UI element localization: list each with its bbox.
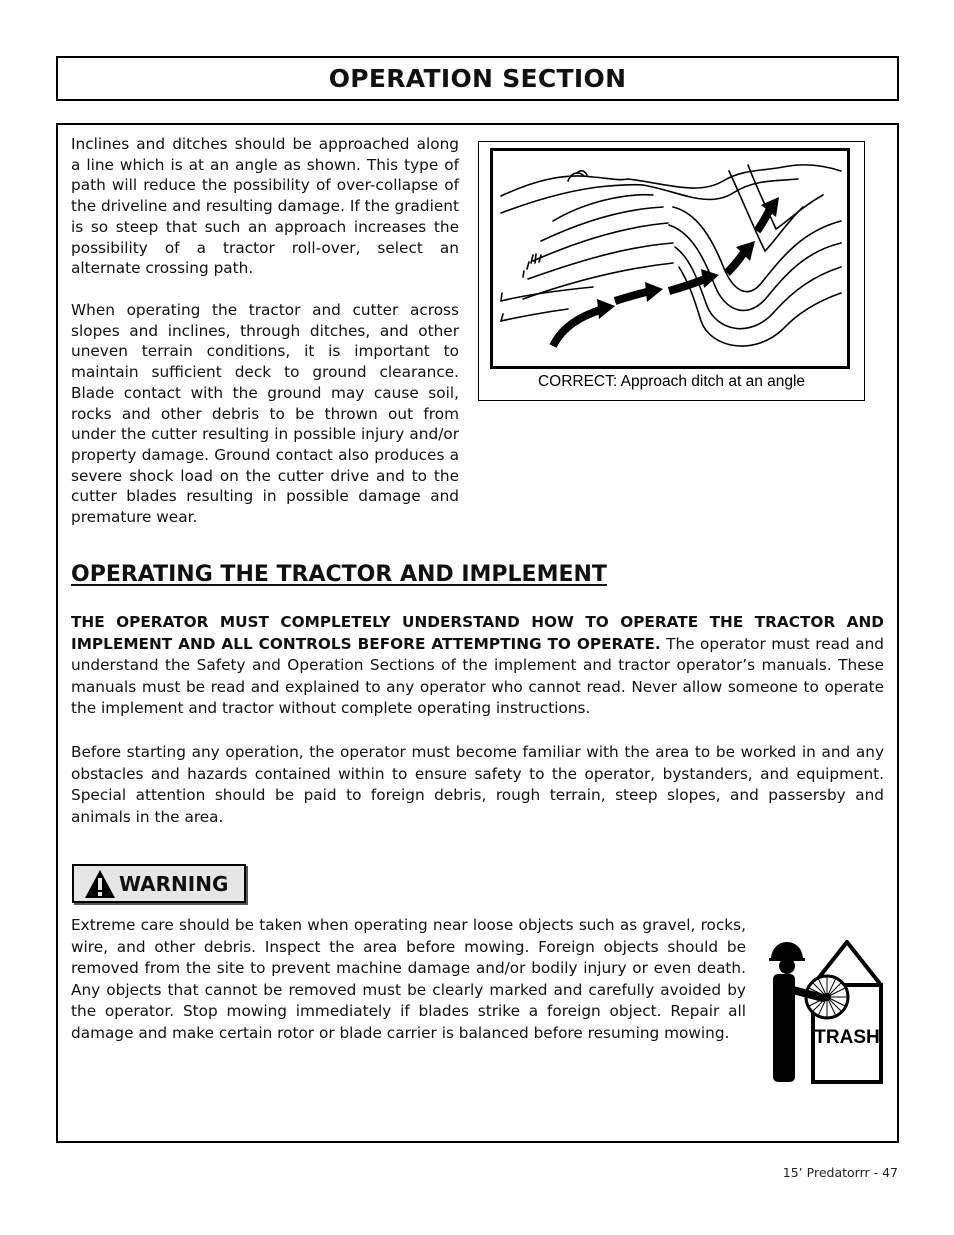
operating-text: The operator must read and understand the Safety and Operation Sections of the implement and tractor operator’s manuals. These manuals must be read and explained to any operator who cannot read. Never allow someone to operate the implement and tractor without complete operating instructions. <box>71 634 884 717</box>
caution-triangle-icon <box>84 869 116 899</box>
page-footer: 15’ Predatorrr - 47 <box>782 1165 898 1180</box>
ditch-illustration <box>490 148 850 369</box>
operating-bold-lead: THE OPERATOR MUST COMPLETELY UNDERSTAND HOW TO OPERATE THE TRACTOR AND IMPLEMENT AND ALL CONTROLS BEFORE ATTEMPTING TO OPERATE. <box>71 613 884 653</box>
warning-label: WARNING <box>119 871 229 896</box>
ditch-approach-figure <box>478 141 865 401</box>
page-title: OPERATION SECTION <box>328 64 627 93</box>
warning-badge <box>72 864 246 903</box>
trash-label: TRASH <box>814 1027 880 1048</box>
operating-paragraph-2: Before starting any operation, the operator must become familiar with the area to be worked in and any obstacles and hazards contained within to ensure safety to the operator, bystanders, and equipment. Special attention should be paid to foreign debris, rough terrain, steep slopes, and passersby and animals in the area. <box>71 743 884 826</box>
section-header <box>56 56 899 101</box>
content-box <box>56 123 899 1143</box>
intro-paragraph-1: Inclines and ditches should be approached along a line which is at an angle as shown. This type of path will reduce the possibility of over-collapse of the driveline and resulting damage. If the gradient is so steep that such an approach increases the possibility of a tractor roll-over, select an alternate crossing path. <box>71 135 459 278</box>
warning-text: Extreme care should be taken when operating near loose objects such as gravel, rocks, wire, and other debris. Inspect the area before mowing. Foreign objects should be removed from the site to prevent machine damage and/or bodily injury or even death. Any objects that cannot be removed must be clearly marked and carefully avoided by the operator. Stop mowing immediately if blades strike a foreign object. Repair all damage and make certain rotor or blade carrier is balanced before resuming mowing. <box>71 916 746 1042</box>
section-heading: OPERATING THE TRACTOR AND IMPLEMENT <box>71 562 607 587</box>
trash-disposal-illustration <box>765 940 885 1085</box>
intro-paragraph-2: When operating the tractor and cutter across slopes and inclines, through ditches, and other uneven terrain conditions, it is important to maintain sufficient deck to ground clearance. Blade contact with the ground may cause soil, rocks and other debris to be thrown out from under the cutter resulting in possible injury and/or property damage. Ground contact also produces a severe shock load on the cutter drive and to the cutter blades resulting in possible damage and premature wear. <box>71 301 459 527</box>
operating-paragraph-1 <box>71 612 884 720</box>
figure-caption: CORRECT: Approach ditch at an angle <box>537 373 806 390</box>
